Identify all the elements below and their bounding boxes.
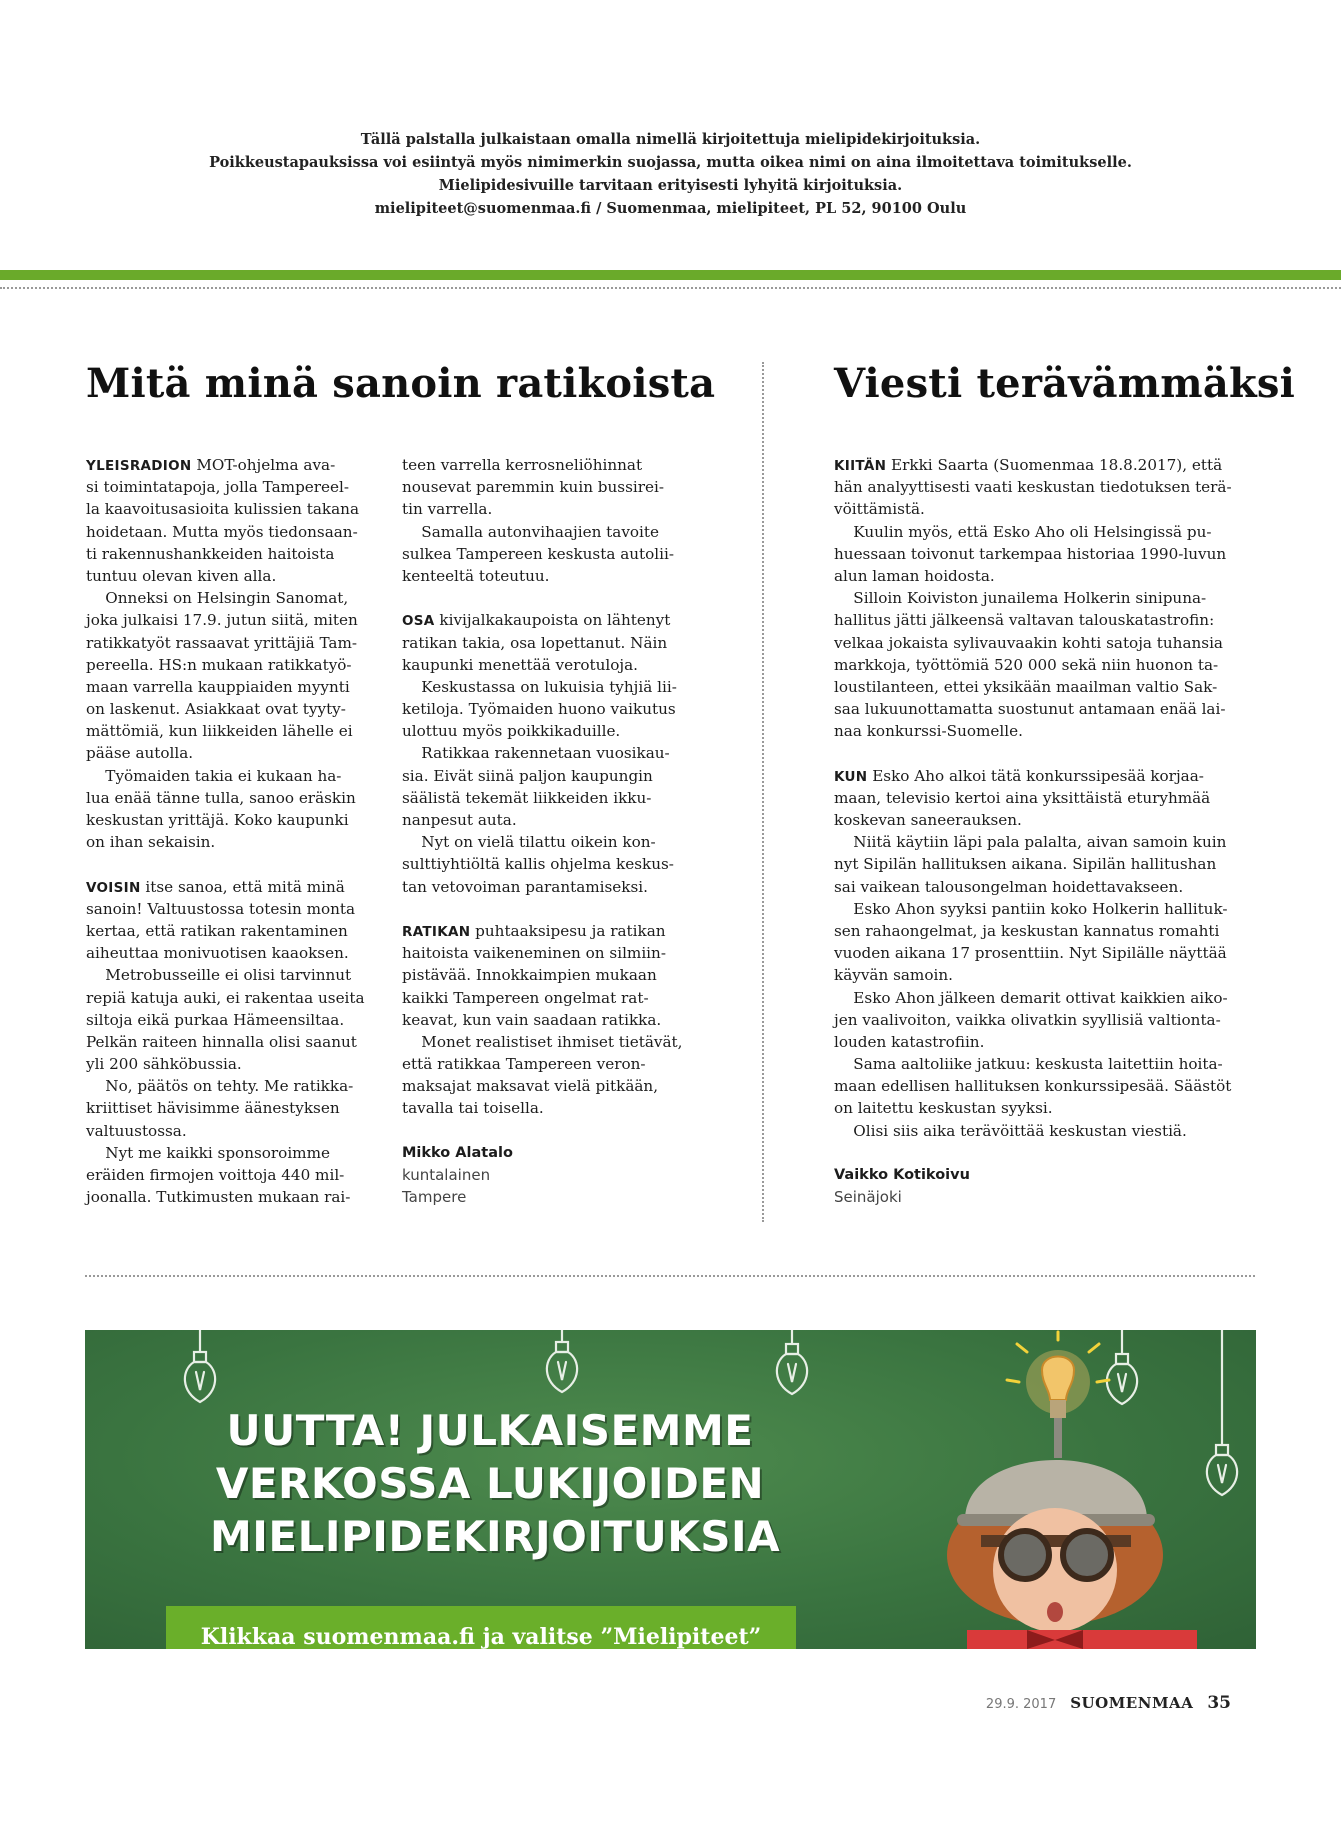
body-text: hallitus jätti jälkeensä valtavan talouskatastrofin:: [834, 611, 1215, 630]
body-text: kenteeltä toteutuu.: [402, 566, 550, 585]
text-line: [402, 742, 692, 764]
body-text: pääse autolla.: [86, 744, 194, 763]
text-line: [834, 920, 1254, 942]
body-text: lua enää tänne tulla, sanoo eräskin: [86, 788, 356, 807]
text-line: [86, 1075, 376, 1097]
page-number: 35: [1207, 1693, 1231, 1713]
text-line: [834, 543, 1254, 565]
body-text: tin varrella.: [402, 500, 493, 519]
body-text: nousevat paremmin kuin bussirei-: [402, 478, 664, 497]
text-line: [86, 787, 376, 809]
lightbulb-icon: [765, 1330, 819, 1410]
text-line: [834, 632, 1254, 654]
text-line: [86, 543, 376, 565]
body-text: huessaan toivonut tarkempaa historiaa 1990-luvun: [834, 544, 1227, 563]
body-text: MOT-ohjelma ava-: [191, 456, 336, 474]
text-line: [402, 454, 692, 476]
text-line: [834, 765, 1254, 787]
body-text: Onneksi on Helsingin Sanomat,: [86, 589, 349, 608]
paragraph-gap: [402, 1120, 692, 1142]
text-line: [834, 698, 1254, 720]
body-text: markkoja, työttömiä 520 000 sekä niin huonon ta-: [834, 655, 1219, 674]
body-text: kaupunki menettää verotuloja.: [402, 655, 638, 674]
body-text: Erkki Saarta (Suomenmaa 18.8.2017), että: [886, 456, 1223, 474]
text-line: [402, 476, 692, 498]
body-text: on laskenut. Asiakkaat ovat tyyty-: [86, 700, 346, 719]
paragraph-gap: [86, 853, 376, 875]
text-line: [86, 876, 376, 898]
text-line: [834, 587, 1254, 609]
text-line: [86, 654, 376, 676]
body-text: maan edellisen hallituksen konkurssipesää. Säästöt: [834, 1077, 1232, 1096]
text-line: [86, 1031, 376, 1053]
banner-headline-line: MIELIPIDEKIRJOITUKSIA: [210, 1512, 781, 1561]
text-line: [402, 920, 692, 942]
text-line: [834, 898, 1254, 920]
author-name: Vaikko Kotikoivu: [834, 1167, 970, 1183]
text-line: [86, 632, 376, 654]
text-line: [834, 831, 1254, 853]
author-name: Mikko Alatalo: [402, 1144, 513, 1161]
body-text: ratikan takia, osa lopettanut. Näin: [402, 633, 668, 652]
body-text: kriittiset hävisimme äänestyksen: [86, 1099, 340, 1118]
body-text: maan varrella kauppiaiden myynti: [86, 677, 350, 696]
body-text: koskevan saneerauksen.: [834, 811, 1022, 829]
text-line: [834, 987, 1254, 1009]
text-line: [86, 454, 376, 476]
text-line: [834, 853, 1254, 875]
article-column: [402, 454, 692, 1208]
body-text: käyvän samoin.: [834, 966, 953, 985]
banner-cta-button[interactable]: Klikkaa suomenmaa.fi ja valitse ”Mielipiteet”: [166, 1606, 796, 1649]
paragraph-lead-word: KUN: [834, 768, 868, 785]
text-line: [834, 1053, 1254, 1075]
text-line: [402, 609, 692, 631]
text-line: [86, 1186, 376, 1208]
body-text: saa lukuunottamatta suostunut antamaan enää lai-: [834, 700, 1226, 719]
body-text: Esko Ahon jälkeen demarit ottivat kaikkien aiko-: [834, 988, 1228, 1007]
text-line: [834, 654, 1254, 676]
banner-headline: [210, 1404, 781, 1563]
body-text: la kaavoitusasioita kulissien takana: [86, 500, 359, 519]
body-text: Pelkän raiteen hinnalla olisi saanut: [86, 1032, 357, 1051]
body-text: puhtaaksipesu ja ratikan: [470, 921, 666, 940]
body-text: teen varrella kerrosneliöhinnat: [402, 456, 643, 474]
body-text: vöittämistä.: [834, 500, 925, 519]
text-line: [86, 920, 376, 942]
lightbulb-icon: [173, 1330, 227, 1410]
body-text: Ratikkaa rakennetaan vuosikau-: [402, 744, 670, 763]
paragraph-lead-word: VOISIN: [86, 879, 141, 896]
body-text: kivijalkakaupoista on lähtenyt: [434, 611, 671, 630]
text-line: [86, 720, 376, 742]
body-text: itse sanoa, että mitä minä: [140, 877, 345, 896]
article-title: Mitä minä sanoin ratikoista: [86, 360, 716, 407]
text-line: [834, 609, 1254, 631]
text-line: [86, 964, 376, 986]
text-line: [86, 942, 376, 964]
text-line: [834, 1009, 1254, 1031]
body-text: pereella. HS:n mukaan ratikkatyö-: [86, 655, 352, 674]
intro-notice: [0, 128, 1341, 220]
body-text: ti rakennushankkeiden haitoista: [86, 544, 335, 563]
body-text: ulottuu myös poikkikaduille.: [402, 722, 621, 741]
text-line: [402, 964, 692, 986]
section-rule: [0, 270, 1341, 280]
body-text: hoidetaan. Mutta myös tiedonsaan-: [86, 522, 358, 541]
body-text: jen vaalivoiton, vaikka olivatkin syyllisiä valtionta-: [834, 1010, 1221, 1029]
article-title: Viesti terävämmäksi: [834, 360, 1295, 407]
text-line: [402, 676, 692, 698]
promo-banner[interactable]: [85, 1330, 1256, 1649]
intro-line: Mielipidesivuille tarvitaan erityisesti lyhyitä kirjoituksia.: [438, 177, 903, 194]
body-text: ratikkatyöt rassaavat yrittäjiä Tam-: [86, 633, 358, 652]
child-with-lightbulb-image: [927, 1330, 1256, 1649]
intro-line: Tällä palstalla julkaistaan omalla nimellä kirjoitettuja mielipidekirjoituksia.: [360, 131, 981, 148]
author-role: kuntalainen: [402, 1166, 491, 1185]
text-line: [834, 876, 1254, 898]
text-line: [86, 521, 376, 543]
text-line: [86, 1009, 376, 1031]
body-text: sai vaikean talousongelman hoidettavakseen.: [834, 877, 1184, 896]
body-text: si toimintatapoja, jolla Tampereel-: [86, 478, 350, 497]
body-text: Olisi siis aika terävöittää keskustan viestiä.: [834, 1121, 1187, 1140]
text-line: [834, 476, 1254, 498]
body-text: nanpesut auta.: [402, 811, 517, 829]
intro-line: Poikkeustapauksissa voi esiintyä myös nimimerkin suojassa, mutta oikea nimi on aina ilmoitettava toimitukselle.: [209, 154, 1132, 171]
body-text: keavat, kun vain saadaan ratikka.: [402, 1010, 662, 1029]
text-line: [402, 543, 692, 565]
body-text: Työmaiden takia ei kukaan ha-: [86, 766, 342, 785]
text-line: [86, 676, 376, 698]
text-line: [402, 787, 692, 809]
text-line: [86, 1142, 376, 1164]
body-text: Kuulin myös, että Esko Aho oli Helsingissä pu-: [834, 522, 1212, 541]
paragraph-gap: [834, 1142, 1254, 1164]
text-line: [834, 720, 1254, 742]
body-text: on ihan sekaisin.: [86, 833, 216, 852]
text-line: [402, 1031, 692, 1053]
body-text: valtuustossa.: [86, 1121, 187, 1140]
text-line: [402, 521, 692, 543]
body-text: kaikki Tampereen ongelmat rat-: [402, 988, 649, 1007]
body-text: alun laman hoidosta.: [834, 566, 995, 585]
body-text: säälistä tekemät liikkeiden ikku-: [402, 788, 652, 807]
publication-name: SUOMENMAA: [1070, 1694, 1194, 1712]
text-line: [86, 1097, 376, 1119]
body-text: ketiloja. Työmaiden huono vaikutus: [402, 700, 676, 719]
body-text: velkaa jokaista sylivauvaakin kohti satoja tuhansia: [834, 633, 1223, 652]
paragraph-lead-word: KIITÄN: [834, 458, 887, 474]
text-line: [402, 1097, 692, 1119]
body-text: Monet realistiset ihmiset tietävät,: [402, 1032, 683, 1051]
text-line: [86, 765, 376, 787]
text-line: [834, 1097, 1254, 1119]
body-text: sen rahaongelmat, ja keskustan kannatus romahti: [834, 921, 1220, 940]
paragraph-lead-word: RATIKAN: [402, 923, 471, 940]
paragraph-gap: [834, 742, 1254, 764]
body-text: nyt Sipilän hallituksen aikana. Sipilän hallitushan: [834, 855, 1217, 874]
dotted-divider: [0, 287, 1341, 289]
text-line: [402, 698, 692, 720]
body-text: on laitettu keskustan syyksi.: [834, 1099, 1053, 1118]
text-line: [834, 521, 1254, 543]
body-text: maan, televisio kertoi aina yksittäistä eturyhmää: [834, 788, 1211, 807]
body-text: mättömiä, kun liikkeiden lähelle ei: [86, 722, 353, 741]
body-text: Esko Aho alkoi tätä konkurssipesää korjaa-: [867, 766, 1204, 785]
page-footer: [986, 1693, 1231, 1713]
text-line: [86, 1164, 376, 1186]
body-text: kertaa, että ratikan rakentaminen: [86, 921, 348, 940]
body-text: aiheuttaa monivuotisen kaaoksen.: [86, 944, 349, 963]
article-column: [834, 454, 1254, 1208]
text-line: [86, 498, 376, 520]
text-line: [402, 1009, 692, 1031]
text-line: [86, 609, 376, 631]
issue-date: 29.9. 2017: [985, 1697, 1057, 1712]
text-line: [402, 876, 692, 898]
body-text: pistävää. Innokkaimpien mukaan: [402, 966, 657, 985]
text-line: [86, 587, 376, 609]
body-text: maksajat maksavat vielä pitkään,: [402, 1077, 659, 1096]
text-line: [402, 720, 692, 742]
body-text: loustilanteen, ettei yksikään maailman valtio Sak-: [834, 677, 1218, 696]
text-line: [402, 987, 692, 1009]
body-text: sulkea Tampereen keskusta autolii-: [402, 544, 675, 563]
author-place: Tampere: [402, 1188, 467, 1207]
body-text: Sama aaltoliike jatkuu: keskusta laitettiin hoita-: [834, 1055, 1223, 1074]
text-line: [86, 742, 376, 764]
paragraph-gap: [402, 898, 692, 920]
body-text: siltoja eikä purkaa Hämeensiltaa.: [86, 1010, 345, 1029]
text-line: [834, 498, 1254, 520]
body-text: että ratikkaa Tampereen veron-: [402, 1055, 646, 1074]
body-text: Niitä käytiin läpi pala palalta, aivan samoin kuin: [834, 833, 1227, 852]
text-line: [402, 942, 692, 964]
body-text: joka julkaisi 17.9. jutun siitä, miten: [86, 611, 358, 630]
body-text: keskustan yrittäjä. Koko kaupunki: [86, 811, 349, 829]
body-text: Nyt me kaikki sponsoroimme: [86, 1143, 330, 1162]
body-text: yli 200 sähköbussia.: [86, 1055, 242, 1074]
author-place: Seinäjoki: [834, 1188, 902, 1207]
body-text: Esko Ahon syyksi pantiin koko Holkerin hallituk-: [834, 899, 1228, 918]
body-text: Keskustassa on lukuisia tyhjiä lii-: [402, 677, 677, 696]
paragraph-gap: [402, 587, 692, 609]
text-line: [86, 698, 376, 720]
body-text: haitoista vaikeneminen on silmiin-: [402, 944, 666, 963]
paragraph-lead-word: OSA: [402, 613, 435, 630]
text-line: [86, 1053, 376, 1075]
text-line: [86, 831, 376, 853]
banner-headline-line: UUTTA! JULKAISEMME: [226, 1406, 754, 1455]
body-text: naa konkurssi-Suomelle.: [834, 722, 1023, 741]
text-line: [402, 1075, 692, 1097]
text-line: [402, 1053, 692, 1075]
text-line: [402, 632, 692, 654]
text-line: [834, 1120, 1254, 1142]
column-divider: [762, 362, 764, 1222]
text-line: [402, 498, 692, 520]
body-text: hän analyyttisesti vaati keskustan tiedotuksen terä-: [834, 478, 1232, 497]
text-line: [402, 765, 692, 787]
text-line: [86, 1120, 376, 1142]
text-line: [834, 454, 1254, 476]
article-column: [86, 454, 376, 1208]
body-text: Nyt on vielä tilattu oikein kon-: [402, 833, 656, 852]
text-line: [86, 898, 376, 920]
body-text: Silloin Koiviston junailema Holkerin sinipuna-: [834, 589, 1207, 608]
dotted-divider: [85, 1275, 1255, 1277]
body-text: tavalla tai toisella.: [402, 1099, 544, 1118]
text-line: [834, 809, 1254, 831]
text-line: [834, 1031, 1254, 1053]
body-text: tuntuu olevan kiven alla.: [86, 566, 277, 585]
text-line: [86, 809, 376, 831]
body-text: Metrobusseille ei olisi tarvinnut: [86, 966, 352, 985]
body-text: sanoin! Valtuustossa totesin monta: [86, 899, 356, 918]
body-text: Samalla autonvihaajien tavoite: [402, 522, 660, 541]
body-text: vuoden aikana 17 prosenttiin. Nyt Sipilälle näyttää: [834, 944, 1227, 963]
text-line: [402, 654, 692, 676]
banner-headline-line: VERKOSSA LUKIJOIDEN: [215, 1459, 765, 1508]
text-line: [834, 565, 1254, 587]
text-line: [402, 853, 692, 875]
text-line: [834, 964, 1254, 986]
text-line: [834, 676, 1254, 698]
body-text: No, päätös on tehty. Me ratikka-: [86, 1077, 354, 1096]
lightbulb-icon: [535, 1330, 589, 1410]
paragraph-lead-word: YLEISRADION: [86, 458, 192, 474]
text-line: [86, 565, 376, 587]
text-line: [86, 476, 376, 498]
intro-contact-line: mielipiteet@suomenmaa.fi / Suomenmaa, mielipiteet, PL 52, 90100 Oulu: [374, 200, 967, 217]
body-text: sulttiyhtiöltä kallis ohjelma keskus-: [402, 855, 674, 874]
body-text: repiä katuja auki, ei rakentaa useita: [86, 988, 365, 1007]
text-line: [834, 787, 1254, 809]
text-line: [402, 831, 692, 853]
body-text: eräiden firmojen voittoja 440 mil-: [86, 1166, 345, 1184]
body-text: louden katastrofiin.: [834, 1032, 985, 1051]
text-line: [86, 987, 376, 1009]
body-text: tan vetovoiman parantamiseksi.: [402, 877, 648, 896]
text-line: [834, 942, 1254, 964]
body-text: joonalla. Tutkimusten mukaan rai-: [86, 1188, 351, 1207]
text-line: [402, 565, 692, 587]
text-line: [402, 809, 692, 831]
body-text: sia. Eivät siinä paljon kaupungin: [402, 766, 653, 785]
text-line: [834, 1075, 1254, 1097]
